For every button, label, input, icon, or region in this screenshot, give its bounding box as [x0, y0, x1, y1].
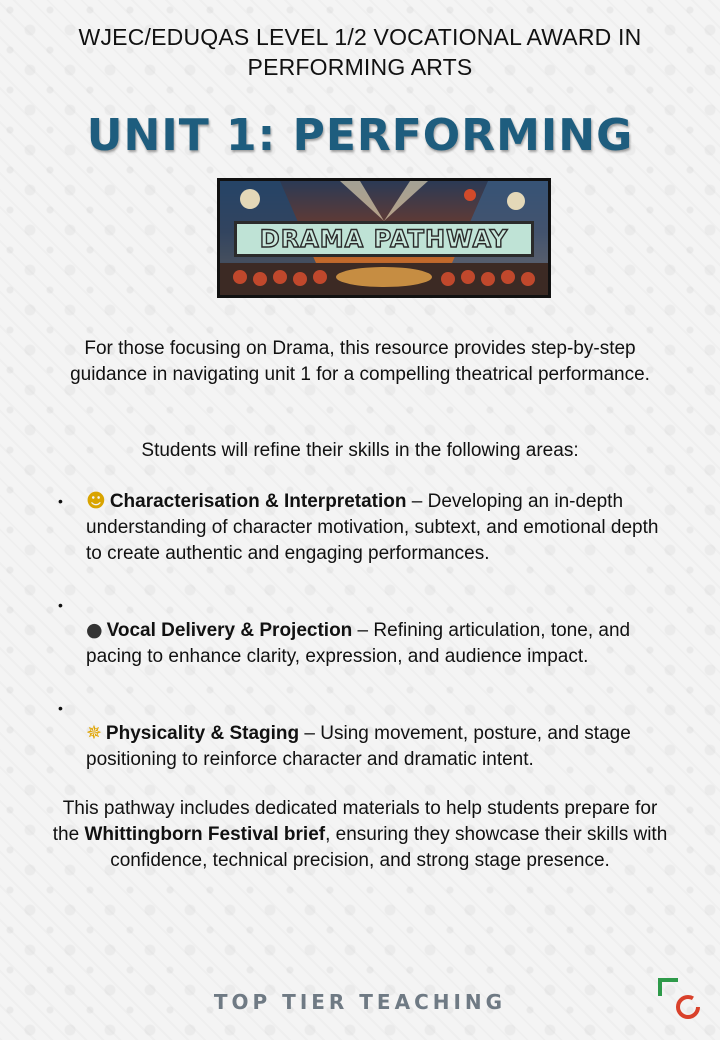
- list-item-title: Vocal Delivery & Projection: [106, 620, 353, 641]
- banner-label: DRAMA PATHWAY: [234, 221, 534, 257]
- list-item-text: – Using movement, posture, and stage positioning to reinforce character and dramatic intent.: [86, 723, 631, 770]
- closing-text-after: , ensuring they showcase their skills with confidence, technical precision, and strong stage presence.: [110, 824, 668, 871]
- header-line-1: WJEC/EDUQAS LEVEL 1/2 VOCATIONAL AWARD IN: [78, 24, 642, 50]
- theatre-masks-icon: ☻: [86, 490, 106, 512]
- intro-paragraph: For those focusing on Drama, this resource provides step-by-step guidance in navigating unit 1 for a compelling theatrical performance.: [70, 338, 650, 385]
- document-header: [0, 22, 720, 82]
- list-item: [86, 720, 666, 773]
- closing-text-before: This pathway includes dedicated materials to help students prepare for the: [52, 798, 658, 845]
- top-tier-teaching-logo: [656, 974, 706, 1024]
- lead-sentence: Students will refine their skills in the following areas:: [141, 440, 579, 461]
- closing-paragraph: [50, 796, 670, 874]
- unit-title: UNIT 1: PERFORMING: [86, 110, 634, 161]
- festival-brief: Whittingborn Festival brief: [84, 824, 326, 845]
- list-item: [86, 488, 666, 567]
- list-item: [86, 617, 666, 670]
- drama-pathway-banner: [217, 178, 551, 298]
- sparkle-icon: ✵: [86, 722, 102, 744]
- list-item-title: Physicality & Staging: [105, 723, 300, 744]
- bullet-marker: •: [58, 700, 63, 716]
- list-item-text: – Developing an in-depth understanding of character motivation, subtext, and emotional depth to create authentic and engaging performances.: [86, 491, 659, 564]
- list-item-title: Characterisation & Interpretation: [109, 491, 407, 512]
- speaking-head-icon: ●: [86, 619, 103, 641]
- header-line-2: PERFORMING ARTS: [247, 54, 473, 80]
- list-item-text: – Refining articulation, tone, and pacing to enhance clarity, expression, and audience impact.: [86, 620, 631, 667]
- footer-brand: TOP TIER TEACHING: [213, 990, 507, 1014]
- bullet-marker: •: [58, 597, 63, 613]
- bullet-marker: •: [58, 493, 63, 509]
